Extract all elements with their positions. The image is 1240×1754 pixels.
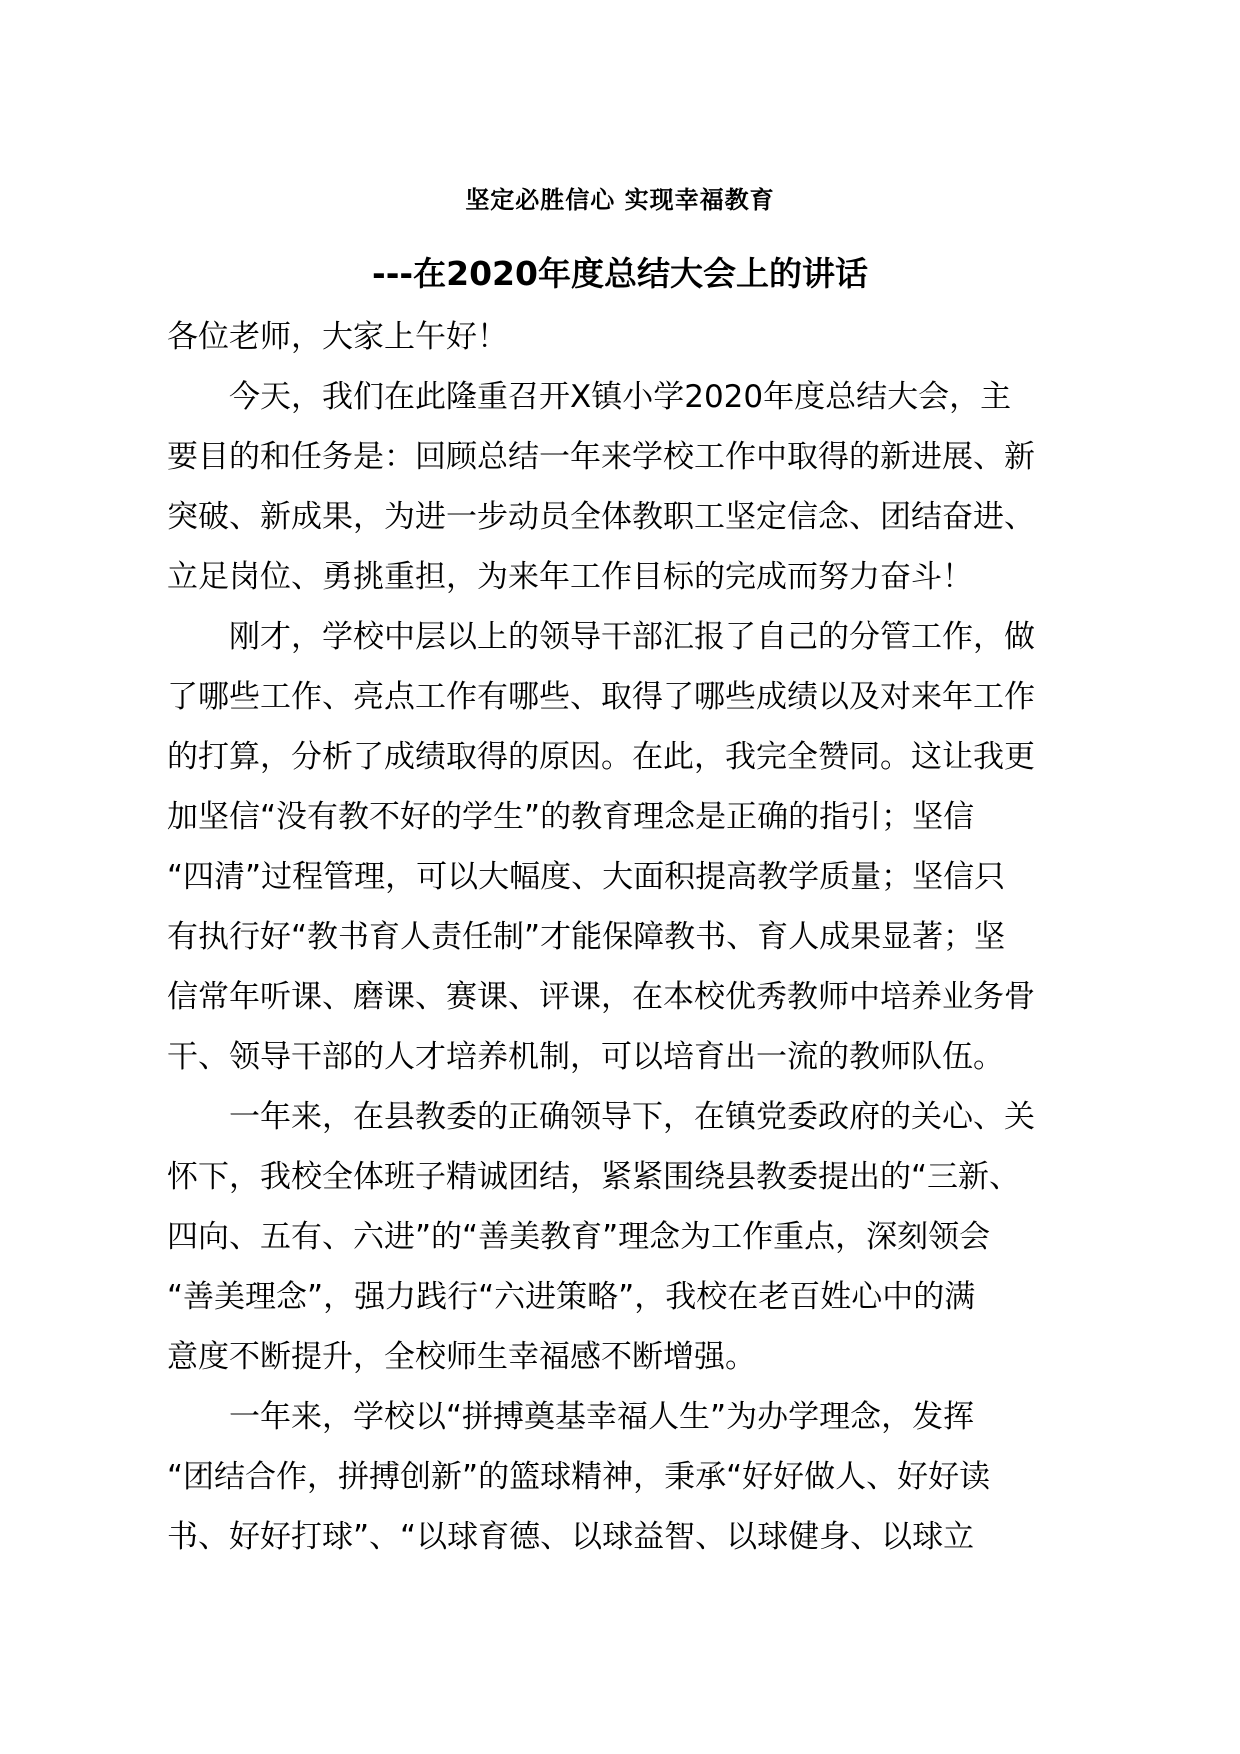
- body-line: 要目的和任务是：回顾总结一年来学校工作中取得的新进展、新: [167, 439, 1035, 475]
- body-line: “四清”过程管理，可以大幅度、大面积提高教学质量；坚信只: [167, 859, 1006, 895]
- body-line: 有执行好“教书育人责任制”才能保障教书、育人成果显著；坚: [167, 919, 1006, 955]
- body-line: 一年来，学校以“拼搏奠基幸福人生”为办学理念，发挥: [167, 1399, 975, 1435]
- body-line: 刚才，学校中层以上的领导干部汇报了自己的分管工作，做: [167, 619, 1035, 655]
- body-line: 干、领导干部的人才培养机制，可以培育出一流的教师队伍。: [167, 1039, 1004, 1075]
- body-line: 了哪些工作、亮点工作有哪些、取得了哪些成绩以及对来年工作: [167, 679, 1035, 715]
- body-line: 的打算，分析了成绩取得的原因。在此，我完全赞同。这让我更: [167, 739, 1035, 775]
- body-line: 信常年听课、磨课、赛课、评课，在本校优秀教师中培养业务骨: [167, 979, 1035, 1015]
- body-line: 今天，我们在此隆重召开X镇小学2020年度总结大会，主: [167, 379, 1012, 415]
- body-line: 各位老师，大家上午好！: [167, 319, 508, 355]
- body-line: 一年来，在县教委的正确领导下，在镇党委政府的关心、关: [167, 1099, 1035, 1135]
- body-line: 突破、新成果，为进一步动员全体教职工坚定信念、团结奋进、: [167, 499, 1035, 535]
- body-line: 怀下，我校全体班子精诚团结，紧紧围绕县教委提出的“三新、: [167, 1159, 1021, 1195]
- body-line: 加坚信“没有教不好的学生”的教育理念是正确的指引；坚信: [167, 799, 975, 835]
- body-line: “善美理念”，强力践行“六进策略”，我校在老百姓心中的满: [167, 1279, 976, 1315]
- document-body: [167, 307, 1107, 1567]
- document-subtitle: ---在2020年度总结大会上的讲话: [372, 254, 868, 293]
- body-line: 立足岗位、勇挑重担，为来年工作目标的完成而努力奋斗！: [167, 559, 973, 595]
- body-line: 四向、五有、六进”的“善美教育”理念为工作重点，深刻领会: [167, 1219, 991, 1255]
- body-line: 书、好好打球”、“以球育德、以球益智、以球健身、以球立: [167, 1519, 975, 1555]
- body-line: 意度不断提升，全校师生幸福感不断增强。: [167, 1339, 756, 1375]
- body-line: “团结合作，拼搏创新”的篮球精神，秉承“好好做人、好好读: [167, 1459, 991, 1495]
- document-title: 坚定必胜信心 实现幸福教育: [465, 186, 775, 214]
